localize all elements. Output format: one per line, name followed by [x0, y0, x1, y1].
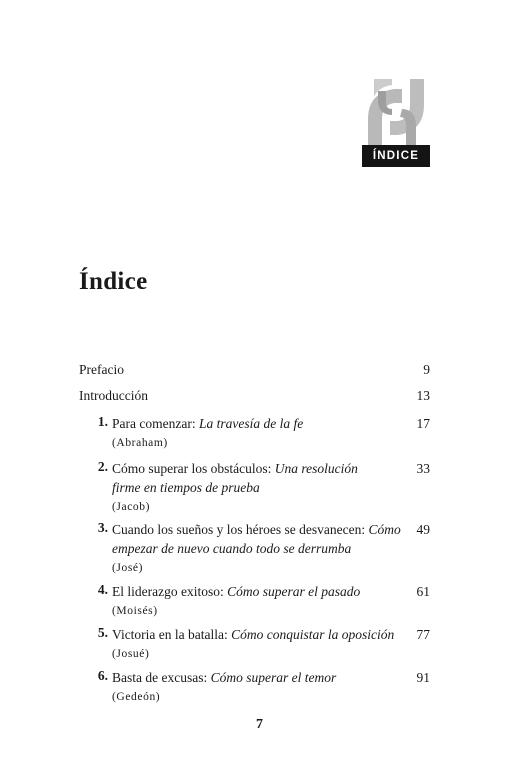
section-badge	[362, 79, 430, 167]
toc-entry-title: Introducción	[79, 388, 148, 403]
toc-entry-prefacio[interactable]	[79, 362, 430, 388]
chapter-page: 17	[416, 416, 430, 431]
chapter-title: Victoria en la batalla:	[112, 627, 232, 642]
chapter-subtitle: La travesía de la fe	[198, 416, 304, 431]
chapter-number: 4.	[97, 582, 108, 597]
chapter-person: (Gedeón)	[112, 691, 161, 703]
chapter-title: Cómo superar los obstáculos:	[112, 461, 275, 476]
chapter-person: (Josué)	[112, 648, 150, 660]
toc-chapter-1[interactable]	[79, 414, 430, 450]
section-label: ÍNDICE	[362, 145, 430, 167]
chapter-title: Cuando los sueños y los héroes se desvanecen:	[112, 522, 369, 537]
chapter-subtitle: Una resolución firme en tiempos de prueba	[112, 461, 358, 495]
chapter-number: 2.	[97, 459, 108, 474]
chapter-subtitle: Cómo conquistar la oposición	[231, 627, 395, 642]
chapter-person: (José)	[112, 562, 144, 574]
page-title: Índice	[79, 268, 148, 295]
page-number: 7	[256, 717, 263, 732]
chapter-subtitle: Cómo superar el temor	[210, 670, 337, 685]
chapter-number: 3.	[97, 520, 108, 535]
toc-chapter-3[interactable]	[79, 520, 430, 576]
chapter-page: 61	[416, 584, 430, 599]
table-of-contents	[79, 362, 430, 703]
toc-chapter-6[interactable]	[79, 668, 430, 704]
chapter-person: (Abraham)	[112, 437, 168, 449]
chapter-title: El liderazgo exitoso:	[112, 584, 228, 599]
chapter-subtitle: Cómo superar el pasado	[227, 584, 361, 599]
toc-entry-introduccion[interactable]	[79, 388, 430, 414]
chapter-number: 5.	[97, 625, 108, 640]
toc-chapter-5[interactable]	[79, 625, 430, 661]
chapter-subtitle: Cómo empezar de nuevo cuando todo se derrumba	[112, 522, 401, 556]
toc-chapter-2[interactable]	[79, 459, 430, 515]
chapter-person: (Moisés)	[112, 605, 158, 617]
chapter-person: (Jacob)	[112, 501, 151, 513]
chapter-page: 49	[416, 522, 430, 537]
chapter-page: 33	[416, 461, 430, 476]
chapter-title: Basta de excusas:	[112, 670, 211, 685]
chapter-page: 91	[416, 670, 430, 685]
chapter-number: 1.	[97, 414, 108, 429]
chapter-number: 6.	[97, 668, 108, 683]
chapter-page: 77	[416, 627, 430, 642]
section-sign-icon	[362, 79, 430, 145]
toc-entry-title: Prefacio	[79, 362, 124, 377]
toc-entry-page: 9	[423, 362, 430, 377]
toc-chapter-4[interactable]	[79, 582, 430, 618]
toc-entry-page: 13	[416, 388, 430, 403]
chapter-title: Para comenzar:	[112, 416, 199, 431]
